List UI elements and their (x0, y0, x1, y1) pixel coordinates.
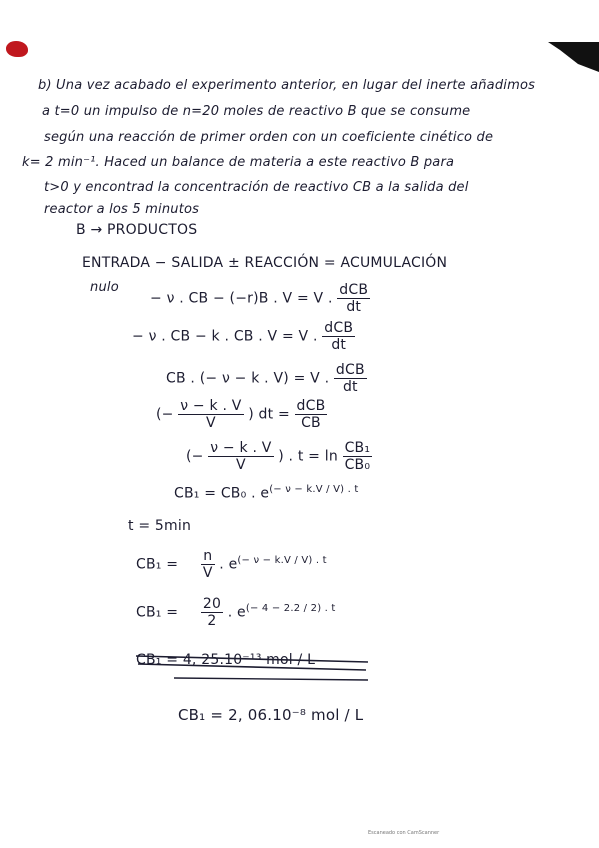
equation-8-fraction (201, 596, 223, 629)
equation-2-num: dCB (324, 320, 354, 336)
equation-5-right-num: CB₁ (344, 440, 371, 456)
problem-line-3: según una reacción de primer orden con un coeficiente cinético de (44, 130, 494, 145)
equation-4-open: (− (156, 406, 174, 423)
equation-3-den: dt (342, 379, 358, 395)
crossed-out-result: CB₁ = 4, 25.10⁻¹³ mol / L (136, 652, 316, 668)
equation-6-exponent: (− ν − k.V / V) . t (269, 484, 359, 495)
equation-8-den: 2 (207, 613, 217, 629)
equation-5-open: (− (186, 448, 204, 465)
equation-4-right-den: CB (301, 415, 321, 431)
pen-mark (548, 42, 599, 72)
equation-5-right-den: CB₀ (344, 457, 371, 473)
equation-4 (156, 398, 327, 431)
equation-3-fraction (334, 362, 367, 395)
problem-line-1: b) Una vez acabado el experimento anterior, en lugar del inerte añadimos (38, 78, 536, 93)
equation-3-left: CB . (− ν − k . V) = V . (166, 370, 330, 387)
equation-8-exponent: (− 4 − 2.2 / 2) . t (245, 602, 336, 614)
equation-5-fraction (208, 440, 273, 473)
equation-3 (166, 362, 367, 395)
equation-3-num: dCB (335, 362, 365, 378)
equation-2-left: − ν . CB − k . CB . V = V . (132, 328, 318, 345)
equation-8 (136, 596, 336, 629)
equation-1-num: dCB (339, 282, 369, 298)
equation-8-left: CB₁ = (136, 604, 179, 621)
problem-line-2: a t=0 un impulso de n=20 moles de reactivo B que se consume (42, 104, 471, 119)
equation-7-exponent: (− ν − k.V / V) . t (237, 554, 327, 566)
equation-5-right-fraction (343, 440, 373, 473)
equation-7-left: CB₁ = (136, 556, 179, 573)
balance-line: ENTRADA − SALIDA ± REACCIÓN = ACUMULACIÓN (82, 255, 448, 271)
red-ink-mark (6, 41, 28, 57)
equation-4-num: ν − k . V (180, 398, 242, 414)
problem-line-6: reactor a los 5 minutos (44, 202, 200, 217)
equation-1 (150, 282, 370, 315)
nulo-label: nulo (90, 280, 119, 295)
equation-7-den: V (202, 565, 213, 581)
equation-5 (186, 440, 372, 473)
equation-4-right-num: dCB (296, 398, 326, 414)
equation-5-den: V (236, 457, 246, 473)
problem-line-4: k= 2 min⁻¹. Haced un balance de materia a este reactivo B para (22, 155, 455, 170)
equation-2 (132, 320, 355, 353)
equation-7-fraction (201, 548, 215, 581)
equation-6 (174, 484, 359, 502)
equation-4-fraction (178, 398, 243, 431)
reaction-line: B → PRODUCTOS (76, 222, 198, 238)
equation-7-num: n (201, 548, 215, 565)
strike-through-lines (134, 648, 370, 688)
equation-8-mid: . e (227, 604, 246, 621)
equation-4-right-fraction (295, 398, 328, 431)
equation-1-left: − ν . CB − (−r)B . V = V . (150, 290, 333, 307)
equation-2-fraction (322, 320, 355, 353)
scanner-footer: Escaneado con CamScanner (368, 830, 440, 836)
equation-5-mid: ) . t = ln (278, 448, 338, 465)
equation-2-den: dt (331, 337, 347, 353)
equation-4-den: V (206, 415, 216, 431)
final-result: CB₁ = 2, 06.10⁻⁸ mol / L (178, 706, 364, 724)
equation-7-mid: . e (219, 556, 238, 573)
time-label: t = 5min (128, 518, 192, 534)
equation-8-num: 20 (202, 596, 222, 612)
problem-line-5: t>0 y encontrad la concentración de reactivo CB a la salida del (44, 180, 469, 195)
equation-4-mid: ) dt = (248, 406, 290, 423)
equation-1-fraction (337, 282, 370, 315)
equation-7 (136, 548, 327, 581)
equation-6-left: CB₁ = CB₀ . e (174, 485, 270, 502)
equation-1-den: dt (346, 299, 362, 315)
equation-5-num: ν − k . V (210, 440, 272, 456)
